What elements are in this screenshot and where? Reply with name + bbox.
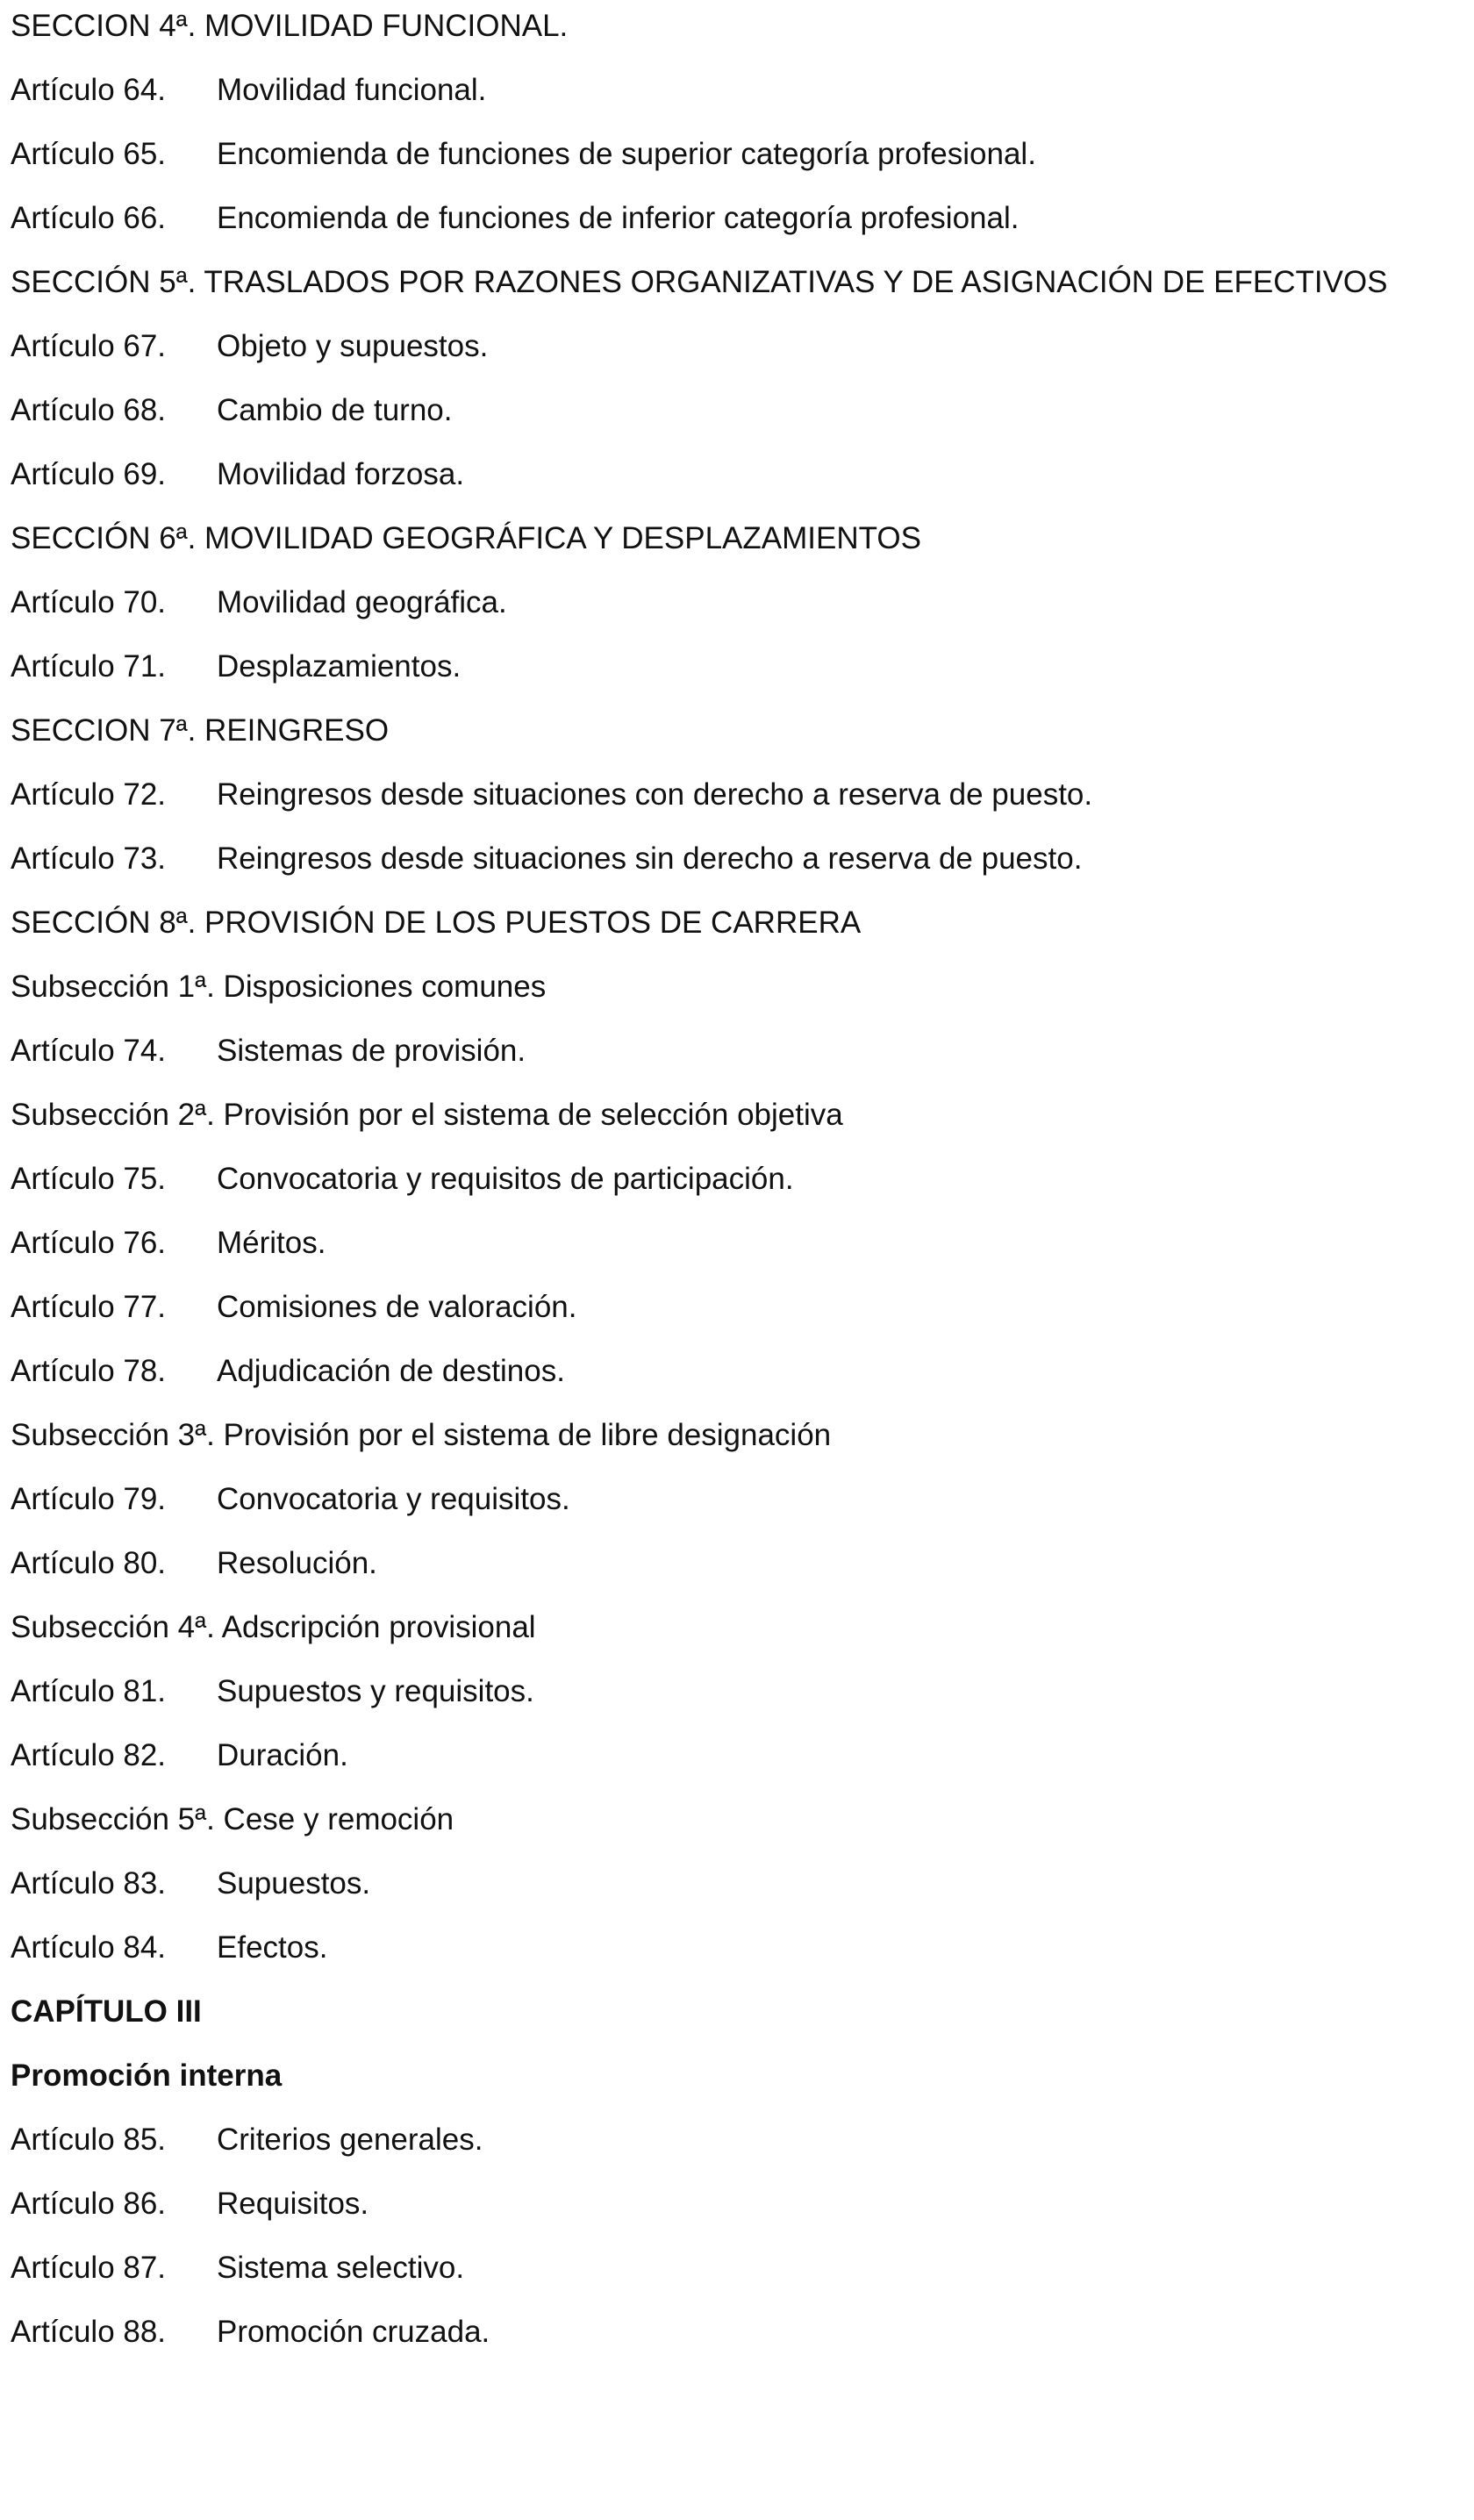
toc-article [11, 1736, 1456, 1774]
article-title: Movilidad forzosa. [217, 457, 465, 491]
toc-article [11, 1672, 1456, 1710]
article-number: Artículo 82. [11, 1738, 167, 1772]
section-heading: Subsección 2ª. Provisión por el sistema de selección objetiva [11, 1098, 843, 1132]
toc-article [11, 2249, 1456, 2287]
article-number: Artículo 83. [11, 1866, 167, 1901]
toc-article [11, 840, 1456, 877]
toc-article [11, 2313, 1456, 2351]
toc-article [11, 1352, 1456, 1390]
toc-article [11, 1224, 1456, 1262]
article-title: Encomienda de funciones de superior categoría profesional. [217, 137, 1036, 171]
toc-article [11, 71, 1456, 109]
article-number: Artículo 81. [11, 1674, 167, 1708]
article-number: Artículo 80. [11, 1546, 167, 1580]
toc-article [11, 1160, 1456, 1198]
article-number: Artículo 75. [11, 1162, 167, 1196]
article-number: Artículo 78. [11, 1354, 167, 1388]
article-number: Artículo 67. [11, 329, 167, 363]
article-number: Artículo 72. [11, 777, 167, 812]
article-number: Artículo 64. [11, 73, 167, 107]
section-heading: SECCIÓN 8ª. PROVISIÓN DE LOS PUESTOS DE CARRERA [11, 906, 862, 940]
article-title: Supuestos. [217, 1866, 371, 1901]
article-title: Supuestos y requisitos. [217, 1674, 534, 1708]
article-title: Encomienda de funciones de inferior categoría profesional. [217, 201, 1020, 235]
toc-article [11, 1865, 1456, 1902]
toc-article [11, 583, 1456, 621]
article-number: Artículo 77. [11, 1290, 167, 1324]
toc-article [11, 327, 1456, 365]
chapter-heading: CAPÍTULO III [11, 1994, 202, 2029]
article-number: Artículo 87. [11, 2251, 167, 2285]
article-number: Artículo 65. [11, 137, 167, 171]
article-title: Reingresos desde situaciones sin derecho a reserva de puesto. [217, 841, 1083, 876]
article-number: Artículo 79. [11, 1482, 167, 1516]
article-title: Movilidad funcional. [217, 73, 487, 107]
article-title: Resolución. [217, 1546, 377, 1580]
article-title: Desplazamientos. [217, 649, 462, 684]
toc-article [11, 1480, 1456, 1518]
article-title: Requisitos. [217, 2187, 369, 2221]
article-number: Artículo 76. [11, 1226, 167, 1260]
toc-article [11, 455, 1456, 493]
article-title: Objeto y supuestos. [217, 329, 489, 363]
article-number: Artículo 86. [11, 2187, 167, 2221]
article-number: Artículo 66. [11, 201, 167, 235]
toc-article [11, 391, 1456, 429]
section-heading: Subsección 5ª. Cese y remoción [11, 1802, 454, 1836]
section-heading: Subsección 3ª. Provisión por el sistema de libre designación [11, 1418, 832, 1452]
article-number: Artículo 71. [11, 649, 167, 684]
article-title: Comisiones de valoración. [217, 1290, 577, 1324]
article-title: Reingresos desde situaciones con derecho a reserva de puesto. [217, 777, 1093, 812]
section-heading: SECCIÓN 6ª. MOVILIDAD GEOGRÁFICA Y DESPLAZAMIENTOS [11, 521, 921, 555]
article-title: Criterios generales. [217, 2123, 483, 2157]
section-heading: Subsección 1ª. Disposiciones comunes [11, 970, 547, 1004]
article-number: Artículo 70. [11, 585, 167, 619]
chapter-heading: Promoción interna [11, 2058, 283, 2093]
toc-article [11, 648, 1456, 685]
article-number: Artículo 88. [11, 2315, 167, 2349]
article-number: Artículo 85. [11, 2123, 167, 2157]
toc-article [11, 776, 1456, 813]
toc-article [11, 2185, 1456, 2223]
toc-article [11, 1288, 1456, 1326]
toc-article [11, 1544, 1456, 1582]
section-heading: SECCION 4ª. MOVILIDAD FUNCIONAL. [11, 9, 569, 43]
article-number: Artículo 74. [11, 1034, 167, 1068]
article-number: Artículo 69. [11, 457, 167, 491]
section-heading: SECCION 7ª. REINGRESO [11, 713, 390, 748]
article-number: Artículo 73. [11, 841, 167, 876]
article-number: Artículo 84. [11, 1930, 167, 1965]
article-title: Convocatoria y requisitos. [217, 1482, 570, 1516]
section-heading: SECCIÓN 5ª. TRASLADOS POR RAZONES ORGANIZATIVAS Y DE ASIGNACIÓN DE EFECTIVOS [11, 265, 1388, 299]
article-title: Sistemas de provisión. [217, 1034, 526, 1068]
article-title: Convocatoria y requisitos de participación. [217, 1162, 794, 1196]
article-title: Movilidad geográfica. [217, 585, 507, 619]
article-title: Duración. [217, 1738, 348, 1772]
article-title: Cambio de turno. [217, 393, 453, 427]
section-heading: Subsección 4ª. Adscripción provisional [11, 1610, 536, 1644]
toc-article [11, 135, 1456, 173]
toc-article [11, 2121, 1456, 2158]
article-title: Efectos. [217, 1930, 328, 1965]
toc-article [11, 1929, 1456, 1966]
article-title: Méritos. [217, 1226, 326, 1260]
toc-article [11, 199, 1456, 237]
document-body [11, 7, 1456, 2377]
article-title: Adjudicación de destinos. [217, 1354, 565, 1388]
article-title: Sistema selectivo. [217, 2251, 465, 2285]
toc-article [11, 1032, 1456, 1070]
article-title: Promoción cruzada. [217, 2315, 490, 2349]
article-number: Artículo 68. [11, 393, 167, 427]
